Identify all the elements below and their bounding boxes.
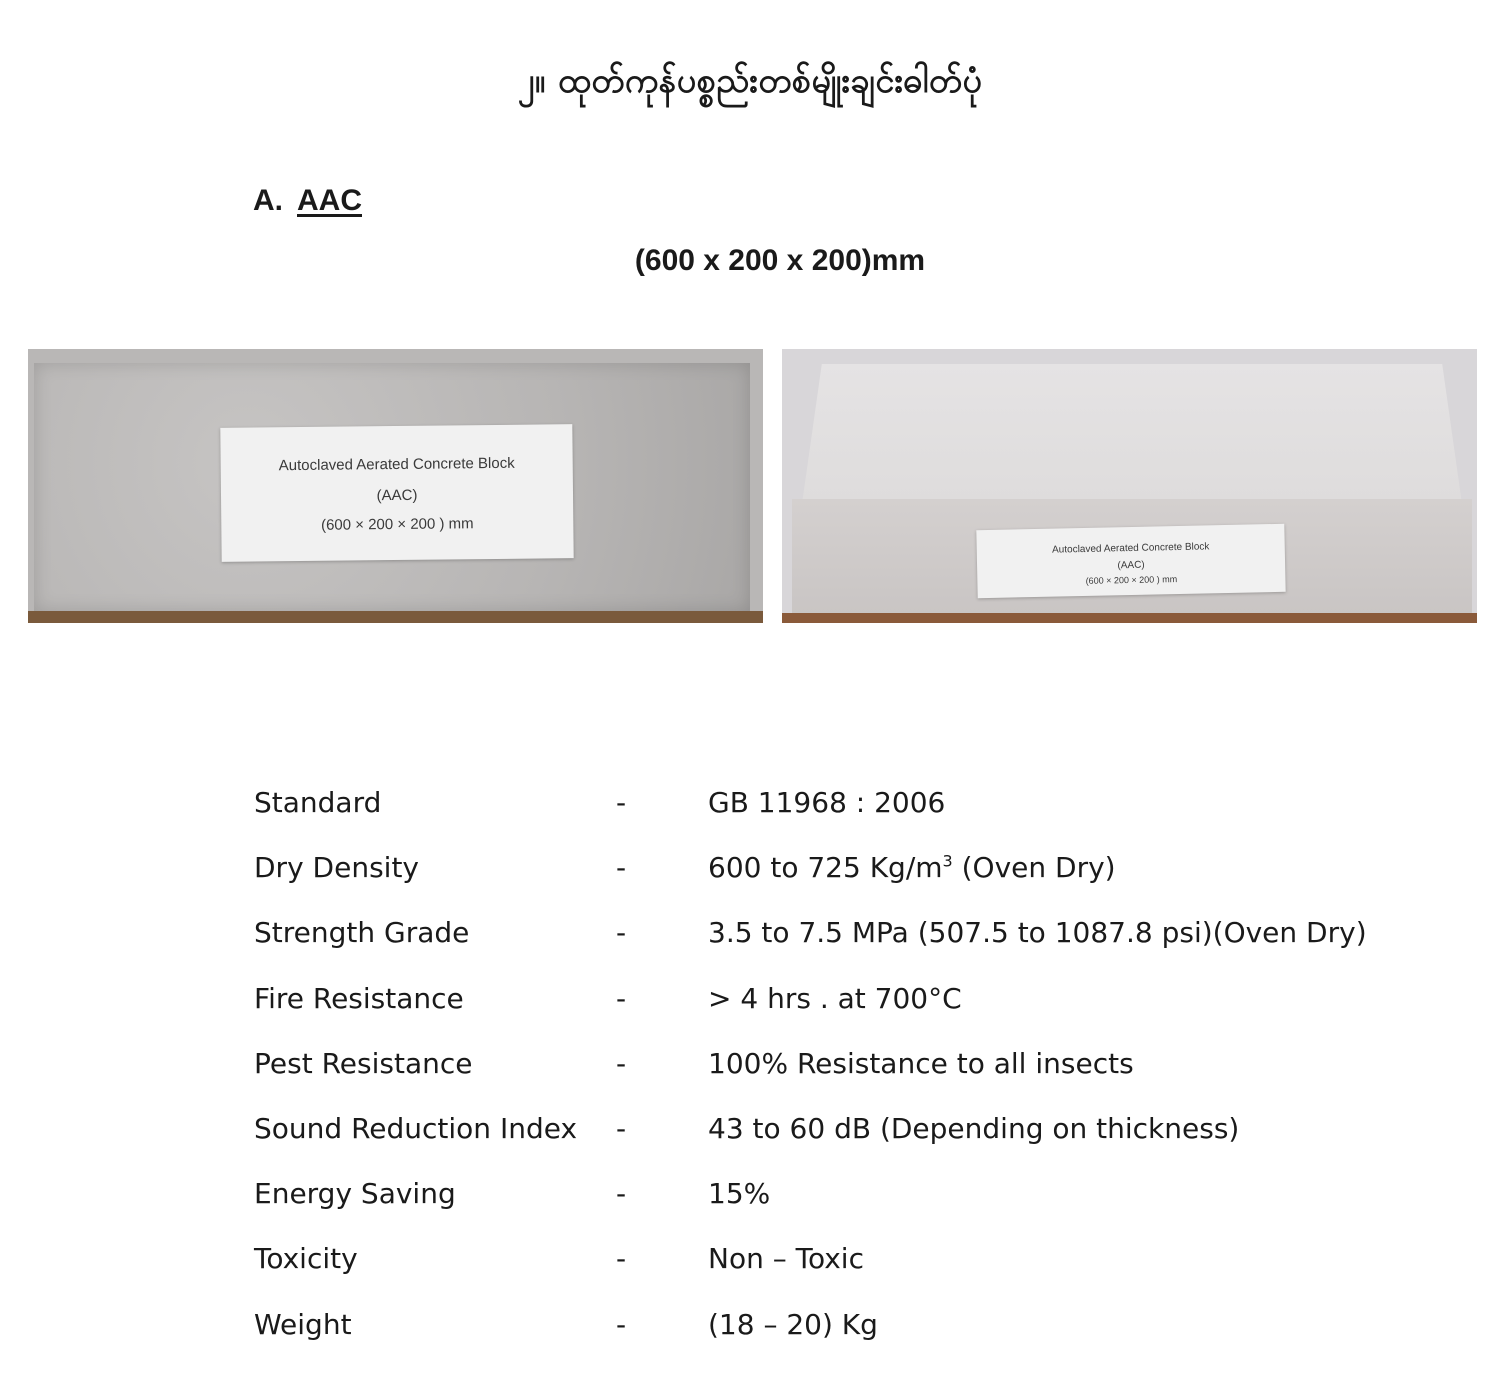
spec-label: Dry Density (254, 851, 419, 885)
spec-label: Fire Resistance (254, 981, 464, 1015)
spec-value: 15% (708, 1177, 771, 1211)
section-letter: A. (253, 184, 283, 217)
block-top-face (802, 364, 1462, 504)
floor (782, 613, 1477, 623)
block-label-card (976, 524, 1285, 598)
spec-value: GB 11968 : 2006 (708, 786, 946, 819)
spec-label: Standard (254, 786, 382, 819)
spec-separator: - (616, 1307, 627, 1341)
label-line-2: (AAC) (376, 486, 418, 505)
spec-separator: - (616, 1046, 627, 1080)
spec-value: > 4 hrs . at 700°C (708, 981, 962, 1015)
label-line-1: Autoclaved Aerated Concrete Block (1051, 541, 1210, 556)
spec-value (708, 851, 1116, 884)
spec-label: Weight (254, 1307, 352, 1341)
spec-value: 43 to 60 dB (Depending on thickness) (708, 1111, 1240, 1145)
spec-value: Non – Toxic (708, 1242, 864, 1276)
section-name: AAC (297, 184, 362, 217)
density-value: 600 to 725 Kg/m (708, 851, 943, 885)
aac-block-front-photo (28, 349, 763, 623)
label-line-3: (600 × 200 × 200 ) mm (320, 515, 474, 534)
page-title: ၂။ ထုတ်ကုန်ပစ္စည်းတစ်မျိုးချင်းဓါတ်ပုံ (517, 61, 983, 101)
spec-label: Toxicity (254, 1242, 358, 1276)
block-label-card (220, 424, 573, 562)
spec-label: Pest Resistance (254, 1046, 473, 1080)
spec-label: Strength Grade (254, 916, 470, 950)
spec-separator: - (616, 786, 627, 819)
density-note: (Oven Dry) (952, 851, 1116, 885)
floor (28, 611, 763, 623)
spec-separator: - (616, 1111, 627, 1145)
spec-label: Sound Reduction Index (254, 1111, 578, 1145)
spec-separator: - (616, 981, 627, 1015)
spec-separator: - (616, 1177, 627, 1211)
spec-separator: - (616, 851, 627, 885)
block-dimensions: (600 x 200 x 200)mm (634, 244, 926, 277)
cubic-superscript: 3 (942, 851, 953, 871)
label-line-2: (AAC) (1117, 559, 1145, 572)
aac-block-perspective-photo (782, 349, 1477, 623)
spec-value: 100% Resistance to all insects (708, 1046, 1134, 1080)
spec-separator: - (616, 916, 627, 950)
spec-label: Energy Saving (254, 1177, 456, 1211)
label-line-1: Autoclaved Aerated Concrete Block (278, 454, 515, 475)
spec-value: 3.5 to 7.5 MPa (507.5 to 1087.8 psi)(Oven Dry) (708, 916, 1367, 950)
spec-value: (18 – 20) Kg (708, 1307, 878, 1341)
spec-separator: - (616, 1242, 627, 1276)
label-line-3: (600 × 200 × 200 ) mm (1085, 574, 1178, 586)
section-heading (253, 184, 362, 218)
